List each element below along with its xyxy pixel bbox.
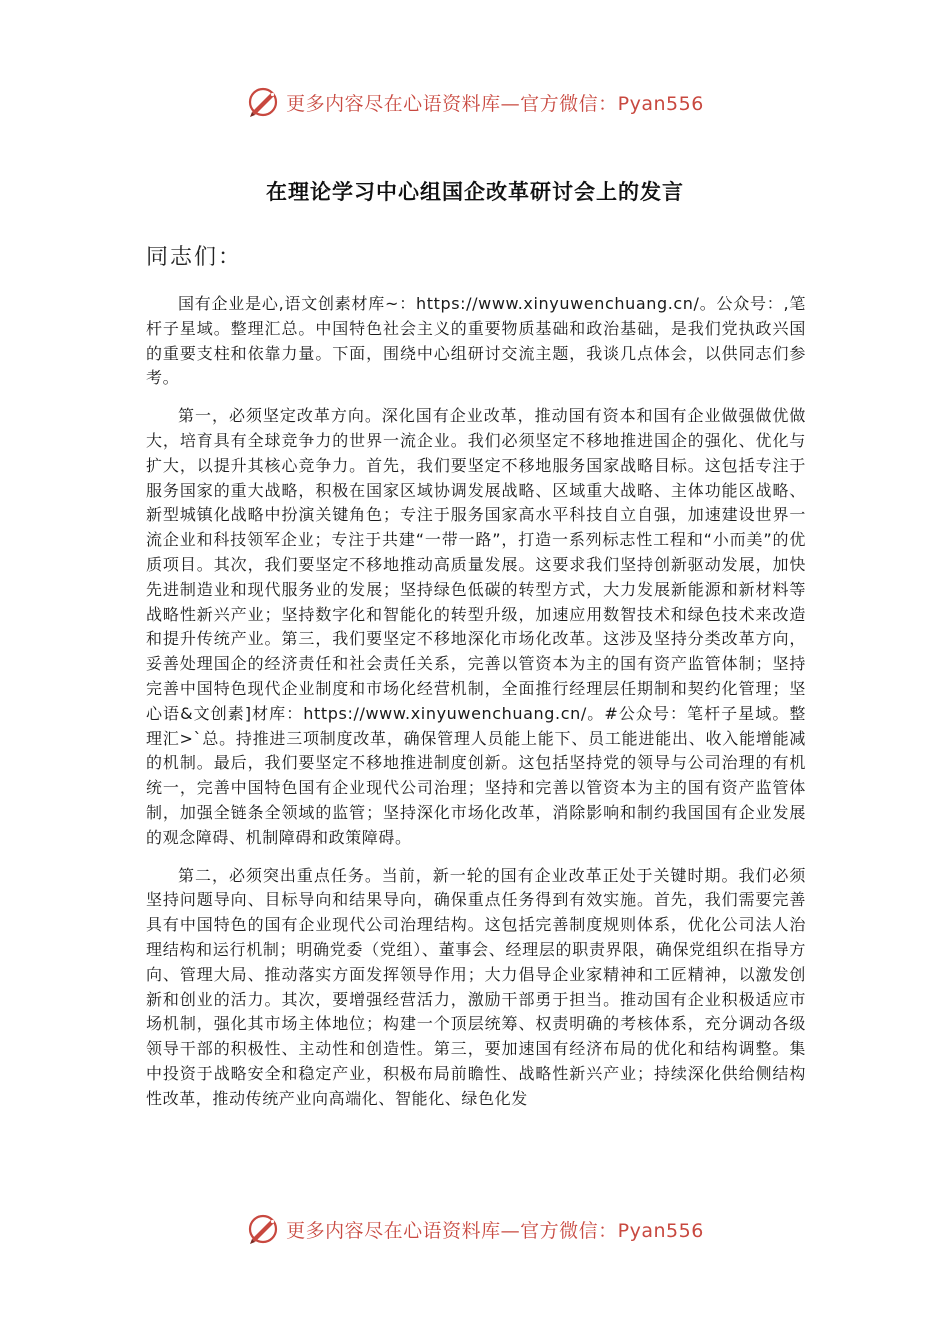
- pen-logo-icon: [246, 1212, 280, 1246]
- document-body: [146, 292, 806, 1125]
- pen-logo-icon: [246, 85, 280, 119]
- paragraph-intro: 国有企业是心,语文创素材库~：https://www.xinyuwenchuang.cn/。公众号：,笔杆子星域。整理汇总。中国特色社会主义的重要物质基础和政治基础，是我们党执政兴国的重要支柱和依靠力量。下面，围绕中心组研讨交流主题，我谈几点体会，以供同志们参考。: [146, 294, 806, 388]
- header-banner: [0, 80, 950, 124]
- header-banner-text: 更多内容尽在心语资料库—官方微信：Pyan556: [286, 92, 704, 115]
- paragraph-second: 第二，必须突出重点任务。当前，新一轮的国有企业改革正处于关键时期。我们必须坚持问题导向、目标导向和结果导向，确保重点任务得到有效实施。首先，我们需要完善具有中国特色的国有企业现代公司治理结构。这包括完善制度规则体系，优化公司法人治理结构和运行机制；明确党委（党组）、董事会、经理层的职责界限，确保党组织在指导方向、管理大局、推动落实方面发挥领导作用；大力倡导企业家精神和工匠精神，以激发创新和创业的活力。其次，要增强经营活力，激励干部勇于担当。推动国有企业积极适应市场机制，强化其市场主体地位；构建一个顶层统筹、权责明确的考核体系，充分调动各级领导干部的积极性、主动性和创造性。第三，要加速国有经济布局的优化和结构调整。集中投资于战略安全和稳定产业，积极布局前瞻性、战略性新兴产业；持续深化供给侧结构性改革，推动传统产业向高端化、智能化、绿色化发: [146, 865, 806, 1108]
- paragraph-first: 第一，必须坚定改革方向。深化国有企业改革，推动国有资本和国有企业做强做优做大，培育具有全球竞争力的世界一流企业。我们必须坚定不移地推进国企的强化、优化与扩大，以提升其核心竞争力。首先，我们要坚定不移地服务国家战略目标。这包括专注于服务国家的重大战略，积极在国家区域协调发展战略、区域重大战略、主体功能区战略、新型城镇化战略中扮演关键角色；专注于服务国家高水平科技自立自强，加速建设世界一流企业和科技领军企业；专注于共建“一带一路”，打造一系列标志性工程和“小而美”的优质项目。其次，我们要坚定不移地推动高质量发展。这要求我们坚持创新驱动发展，加快先进制造业和现代服务业的发展；坚持绿色低碳的转型方式，大力发展新能源和新材料等战略性新兴产业；坚持数字化和智能化的转型升级，加速应用数智技术和绿色技术来改造和提升传统产业。第三，我们要坚定不移地深化市场化改革。这涉及坚持分类改革方向，妥善处理国企的经济责任和社会责任关系，完善以管资本为主的国有资产监管体制；坚持完善中国特色现代企业制度和市场化经营机制，全面推行经理层任期制和契约化管理；坚心语&文创素]材库：https://www.xinyuwenchuang.cn/。#公众号：笔杆子星域。整理汇>`总。持推进三项制度改革，确保管理人员能上能下、员工能进能出、收入能增能减的机制。最后，我们要坚定不移地推进制度创新。这包括坚持党的领导与公司治理的有机统一，完善中国特色国有企业现代公司治理；坚持和完善以管资本为主的国有资产监管体制，加强全链条全领域的监管；坚持深化市场化改革，消除影响和制约我国国有企业发展的观念障碍、机制障碍和政策障碍。: [146, 406, 806, 847]
- footer-wechat-id: Pyan556: [617, 1219, 704, 1242]
- salutation: 同志们：: [146, 245, 243, 270]
- document-title: 在理论学习中心组国企改革研讨会上的发言: [266, 180, 684, 204]
- footer-banner-text: 更多内容尽在心语资料库—官方微信：Pyan556: [286, 1219, 704, 1242]
- header-wechat-id: Pyan556: [617, 92, 704, 115]
- footer-banner: [0, 1207, 950, 1251]
